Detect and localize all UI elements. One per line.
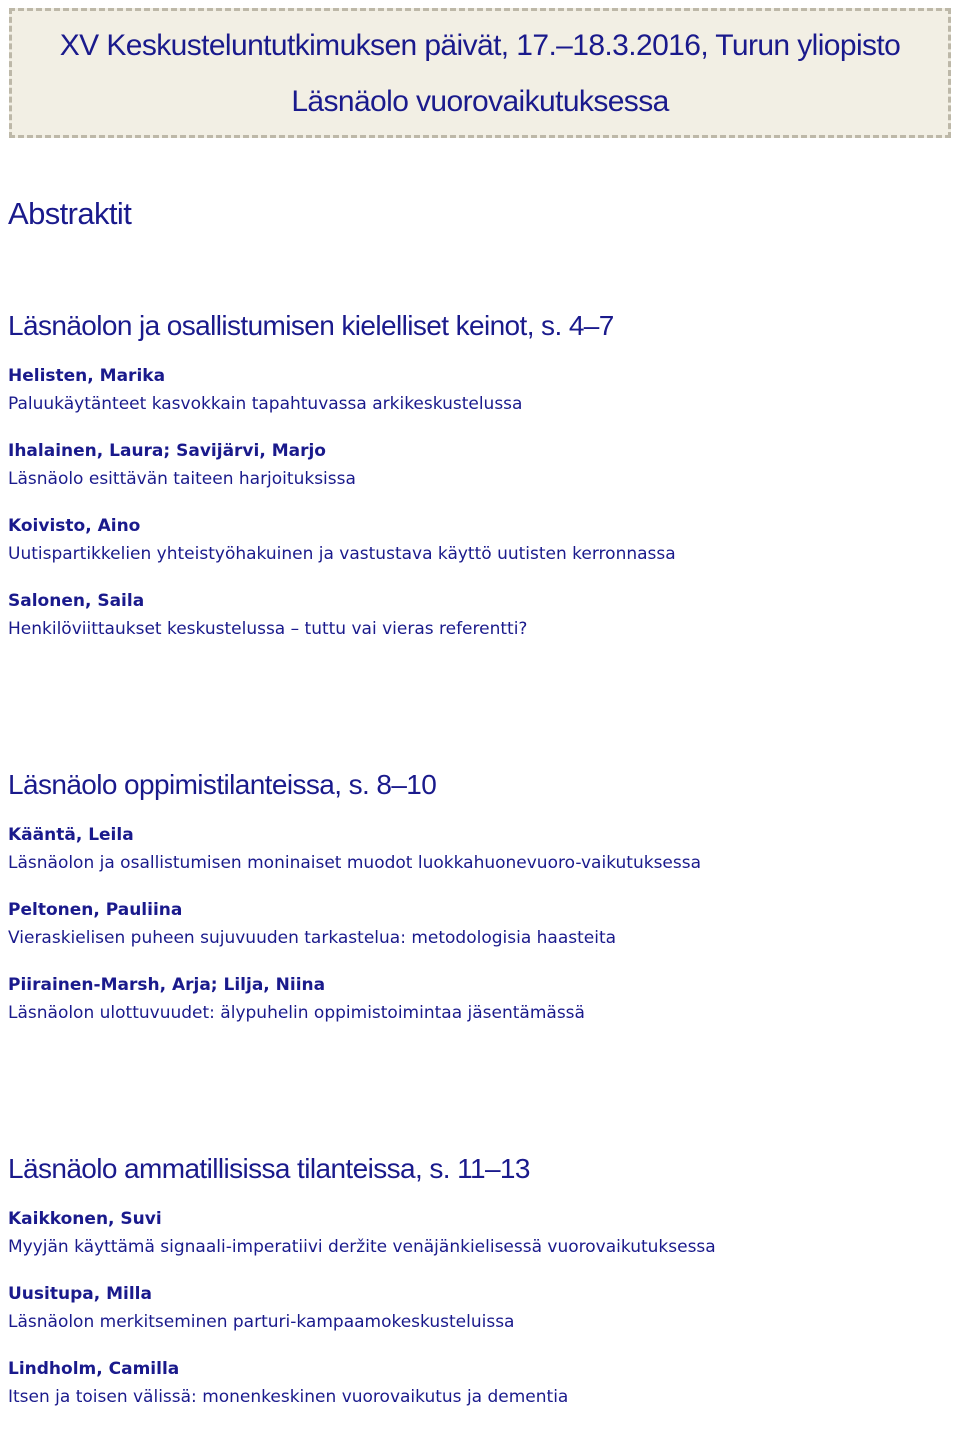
entry-title: Läsnäolon ulottuvuudet: älypuhelin oppimistoimintaa jäsentämässä: [8, 1003, 585, 1023]
entry-title: Henkilöviittaukset keskustelussa – tuttu vai vieras referentti?: [8, 619, 528, 639]
entry-title: Paluukäytänteet kasvokkain tapahtuvassa arkikeskustelussa: [8, 394, 523, 414]
section-title: Läsnäolon ja osallistumisen kielelliset keinot, s. 4–7: [8, 310, 614, 341]
abstract-entry: [8, 972, 952, 1028]
section-title: Läsnäolo ammatillisissa tilanteissa, s. 11–13: [8, 1153, 530, 1184]
abstract-entry: [8, 1206, 952, 1262]
entry-author: Ihalainen, Laura; Savijärvi, Marjo: [8, 441, 326, 461]
conference-theme: Läsnäolo vuorovaikutuksessa: [291, 85, 669, 118]
entry-title: Läsnäolon ja osallistumisen moninaiset muodot luokkahuonevuoro-vaikutuksessa: [8, 853, 702, 873]
entry-author: Uusitupa, Milla: [8, 1284, 152, 1304]
entry-author: Kääntä, Leila: [8, 825, 134, 845]
section-oppimistilanteet: [8, 767, 952, 1028]
conference-title: XV Keskusteluntutkimuksen päivät, 17.–18.3.2016, Turun yliopisto: [59, 29, 901, 62]
section-ammatilliset-tilanteet: [8, 1151, 952, 1412]
entry-author: Helisten, Marika: [8, 366, 166, 386]
entry-title: Myyjän käyttämä signaali-imperatiivi deržite venäjänkielisessä vuorovaikutuksessa: [8, 1237, 716, 1257]
entry-title: Itsen ja toisen välissä: monenkeskinen vuorovaikutus ja dementia: [8, 1387, 569, 1407]
entry-title: Vieraskielisen puheen sujuvuuden tarkastelua: metodologisia haasteita: [8, 928, 617, 948]
entry-author: Koivisto, Aino: [8, 516, 141, 536]
abstract-entry: [8, 1281, 952, 1337]
conference-banner: [9, 8, 951, 138]
abstract-entry: [8, 363, 952, 419]
abstract-entry: [8, 513, 952, 569]
entry-author: Piirainen-Marsh, Arja; Lilja, Niina: [8, 975, 326, 995]
entry-author: Lindholm, Camilla: [8, 1359, 180, 1379]
entry-title: Läsnäolon merkitseminen parturi-kampaamokeskusteluissa: [8, 1312, 515, 1332]
abstract-entry: [8, 897, 952, 953]
page-title: Abstraktit: [8, 196, 132, 231]
abstract-entry: [8, 822, 952, 878]
abstract-entry: [8, 588, 952, 644]
entry-author: Kaikkonen, Suvi: [8, 1209, 162, 1229]
section-kielelliset-keinot: [8, 308, 952, 644]
abstract-entry: [8, 1356, 952, 1412]
entry-author: Salonen, Saila: [8, 591, 145, 611]
abstract-entry: [8, 438, 952, 494]
entry-title: Uutispartikkelien yhteistyöhakuinen ja vastustava käyttö uutisten kerronnassa: [8, 544, 676, 564]
section-title: Läsnäolo oppimistilanteissa, s. 8–10: [8, 769, 437, 800]
entry-title: Läsnäolo esittävän taiteen harjoituksissa: [8, 469, 356, 489]
entry-author: Peltonen, Pauliina: [8, 900, 183, 920]
